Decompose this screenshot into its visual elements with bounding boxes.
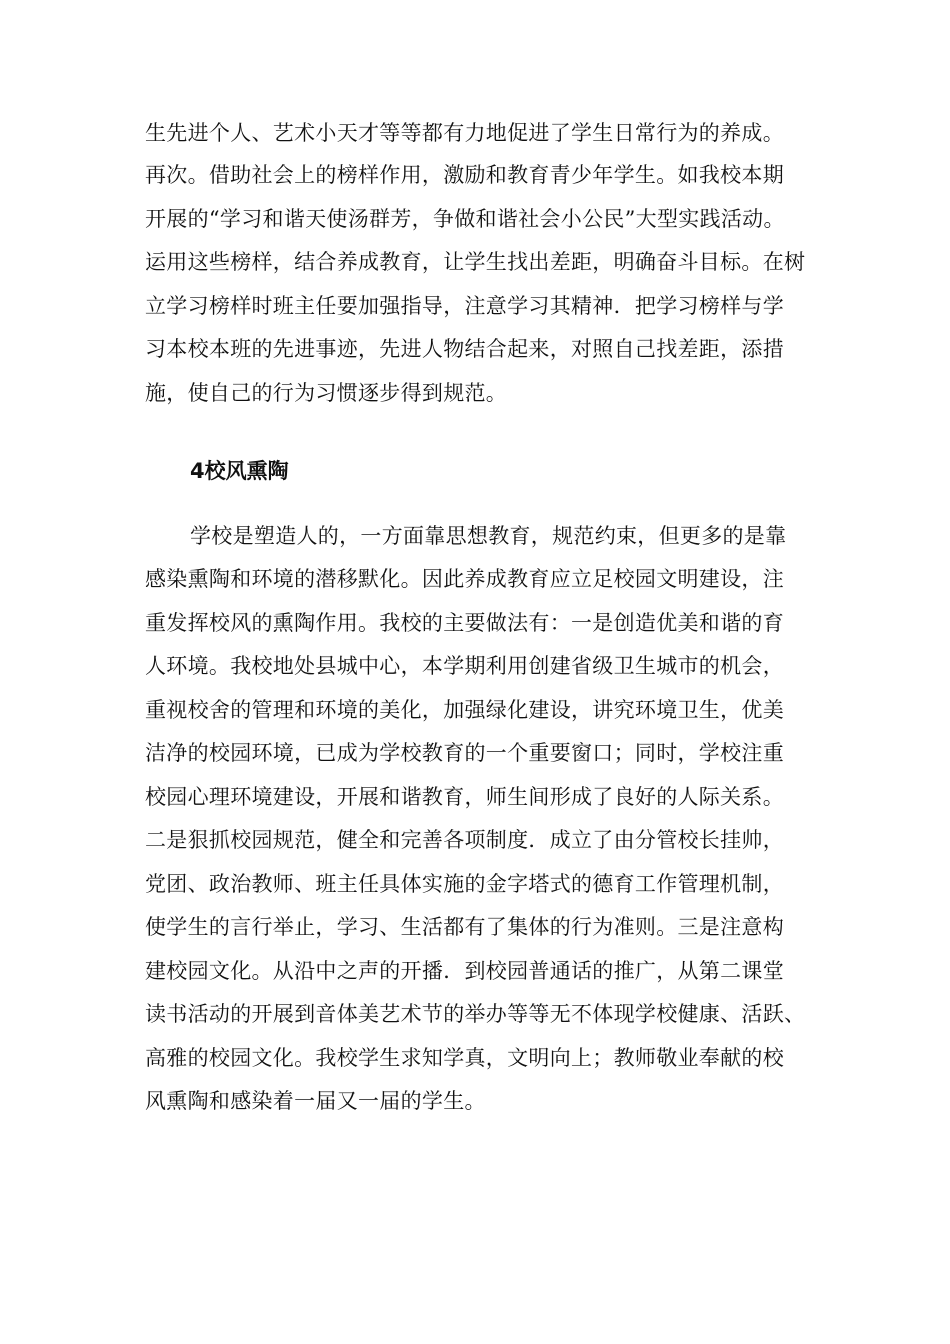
text-line: 施，使自己的行为习惯逐步得到规范。 (145, 381, 508, 405)
text-line: 校园心理环境建设，开展和谐教育，师生间形成了良好的人际关系。 (145, 785, 784, 809)
text-line: 重视校舍的管理和环境的美化，加强绿化建设，讲究环境卫生，优美 (145, 698, 784, 722)
text-line: 再次。借助社会上的榜样作用，激励和教育青少年学生。如我校本期 (145, 163, 784, 187)
text-line: 人环境。我校地处县城中心，本学期利用创建省级卫生城市的机会， (145, 654, 784, 678)
text-line: 建校园文化。从沿中之声的开播．到校园普通话的推广，从第二课堂 (145, 959, 784, 983)
text-line: 习本校本班的先进事迹，先进人物结合起来，对照自己找差距，添措 (145, 337, 784, 361)
text-line: 读书活动的开展到音体美艺术节的举办等等无不体现学校健康、活跃、 (145, 1002, 806, 1026)
section-heading: 4校风熏陶 (190, 459, 289, 483)
text-line: 使学生的言行举止，学习、生活都有了集体的行为准则。三是注意构 (145, 915, 784, 939)
text-line: 开展的“学习和谐天使汤群芳，争做和谐社会小公民”大型实践活动。 (145, 207, 785, 231)
text-line: 立学习榜样时班主任要加强指导，注意学习其精神．把学习榜样与学 (145, 294, 784, 318)
text-line: 学校是塑造人的，一方面靠思想教育，规范约束，但更多的是靠 (190, 524, 787, 548)
text-line: 生先进个人、艺术小天才等等都有力地促进了学生日常行为的养成。 (145, 121, 784, 145)
text-line: 洁净的校园环境，已成为学校教育的一个重要窗口；同时，学校注重 (145, 741, 784, 765)
text-line: 运用这些榜样，结合养成教育，让学生找出差距，明确奋斗目标。在树 (145, 250, 806, 274)
text-line: 二是狠抓校园规范，健全和完善各项制度．成立了由分管校长挂帅， (145, 828, 784, 852)
text-line: 风熏陶和感染着一届又一届的学生。 (145, 1089, 486, 1113)
text-line: 党团、政治教师、班主任具体实施的金字塔式的德育工作管理机制， (145, 872, 784, 896)
text-line: 重发挥校风的熏陶作用。我校的主要做法有：一是创造优美和谐的育 (145, 611, 784, 635)
text-line: 感染熏陶和环境的潜移默化。因此养成教育应立足校园文明建设，注 (145, 567, 784, 591)
text-line: 高雅的校园文化。我校学生求知学真，文明向上；教师敬业奉献的校 (145, 1046, 784, 1070)
